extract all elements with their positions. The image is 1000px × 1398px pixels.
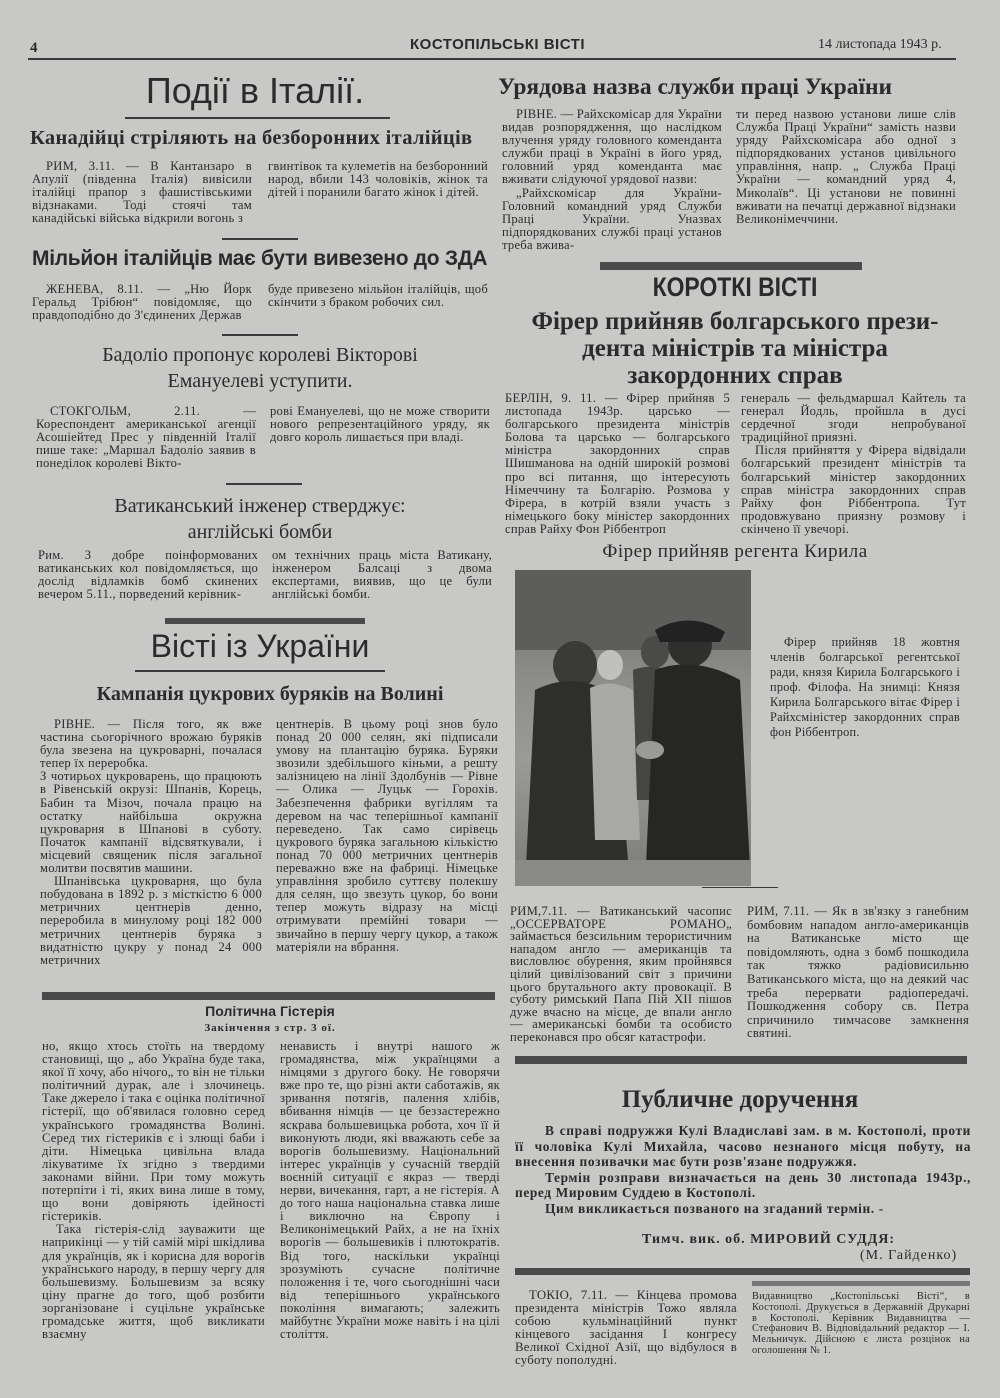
headline-line: закордонних справ — [627, 362, 843, 389]
paragraph: РІВНЕ. — Після того, як вже частина сьогорічного врожаю буряків була звезена на цукроварні, почалася тепер їх переробка. — [40, 717, 262, 771]
divider — [222, 334, 298, 336]
section-title-italy: Події в Італії. — [145, 70, 365, 111]
article-column — [38, 549, 258, 601]
paragraph: гвинтівок та кулеметів на безборонний народ, вбили 143 чоловіків, жінок та дітей і поранили багато жінок і дітей. — [268, 159, 488, 200]
imprint-bar — [752, 1281, 970, 1286]
article-column — [502, 108, 722, 252]
news-photo — [515, 570, 751, 886]
headline-line: Ватиканський інженер стверджує: — [114, 495, 406, 517]
paragraph: ТОКІО, 7.11. — Кінцева промова президента міністрів Тожо являла собою кульмінаційний пункт кінцевого засідання І конгресу Великої Східної Азії, що відбулося в суботу пополудні. — [515, 1288, 737, 1368]
article-column — [515, 1289, 737, 1368]
paragraph: Цим викликається позваного на згаданий термін. - — [545, 1200, 884, 1216]
headline-public-notice: Публичне доручення — [621, 1086, 859, 1113]
article-column — [40, 718, 262, 967]
article-column — [42, 1040, 265, 1341]
article-column — [280, 1040, 500, 1341]
paragraph: буде привезено мільйон італійців, щоб скінчити з браком робочих сил. — [268, 282, 488, 310]
headline-line: Фірер прийняв болгарського прези- — [531, 308, 939, 335]
paragraph: СТОКГОЛЬМ, 2.11. — Кореспондент американської агенції Асошіейтед Прес у південній Італії пише таке: „Маршал Бадоліо заявив в понеділок королеві Вікто- — [36, 404, 256, 471]
headline-bulgarian-visit — [500, 308, 970, 389]
divider — [135, 670, 385, 672]
continued-note: Закінчення з стр. 3 ої. — [204, 1022, 336, 1034]
headline-political-hysteria: Політична Гістерія — [205, 1003, 335, 1019]
article-column — [272, 549, 492, 601]
notice-body — [515, 1123, 971, 1217]
headline-million-italians: Мільйон італійців має бути вивезено до ЗДА — [32, 247, 488, 270]
paragraph: генераль — фельдмаршал Кайтель та генерал Йодль, пройшла в дусі сердечної згоди непробуваної традиційної приязні. — [741, 391, 966, 445]
section-title-short-news: КОРОТКІ ВІСТІ — [652, 272, 818, 302]
paragraph: Видавництво „Костопільські Вісті“, в Костополі. Друкується в Державній Друкарні в Костополі. Керівник Видавництва — Стефанович В. Відповідальний редактор — І. Мельничук. Дійсною є листа розцінок на оголошення № 1. — [752, 1291, 970, 1356]
paragraph: З чотирьох цукроварень, що працюють в Рівенській окрузі: Шпанів, Корець, Бабин та Мізоч, почала працю на остатку найбільша окружна цукроварня в Шпанові в суботу. Початок кампанії відсвяткували, і місцевий священик після загальної молитви посвятив машини. — [40, 769, 262, 876]
paragraph: В справі подружжя Кулі Владиславі зам. в м. Костополі, проти її чоловіка Кулі Михайла, часово незнаного місця побуту, на внесення позивачки має бути розв'язане подружжя. — [515, 1123, 971, 1170]
page-number: 4 — [30, 40, 38, 56]
divider — [702, 887, 778, 888]
paragraph: ти перед назвою установи лише слів Служба Праці України“ замість назви уряду Райхскомісара або одної з підпорядкованих установ цивільного управління, напр. „ Служба Праці України — командний уряд 4, Миколаїв“. Ці установи не повинні вживати на печатці державної відзнаки Великонімеччини. — [736, 107, 956, 226]
headline-line: Бадоліо пропонує королеві Вікторові — [102, 344, 418, 366]
article-column — [747, 905, 969, 1041]
article-column — [32, 283, 252, 322]
publisher-imprint — [752, 1292, 970, 1357]
headline-line: дента міністрів та міністра — [582, 335, 888, 362]
divider — [222, 238, 298, 240]
article-column — [268, 160, 488, 199]
headline-labor-service: Урядова назва служби праці України — [498, 74, 893, 100]
section-bar — [515, 1268, 970, 1275]
paragraph: Після прийняття у Фірера відвідали болгарський президент міністрів та болгарський міністер закордонних справ міністра закордонних справ Райху фон Ріббентропа. Тут продовжувано приязну розмову і скінчено її увечорі. — [741, 443, 966, 536]
paragraph: „Райхскомісар для України-Головний командний уряд Служби Праці України. Унaзвах підпорядкованих службі праці установ треба вжива- — [502, 185, 722, 252]
headline-badoglio — [30, 342, 490, 394]
section-bar — [600, 262, 862, 270]
article-column — [268, 283, 488, 309]
paragraph: БЕРЛІН, 9. 11. — Фірер прийняв 5 листопада 1943р. царсько — болгарського президента міністрів Болова та царсько — болгарського міністра закордонних справ Шишманова на одній широкій розмові про всі питання, що інтересують Німеччину та Болгарію. Розмова у Фірера, в котрій взяли участь з німецького боку міністер закордонних справ Райху Фон Ріббентроп — [505, 391, 730, 536]
article-column — [505, 392, 730, 536]
article-column — [736, 108, 956, 226]
headline-regent-kyril: Фірер прийняв регента Кирила — [602, 541, 868, 562]
paragraph: Фірер прийняв 18 жовтня членів болгарської регентської ради, князя Кирила Болгарського і проф. Філофа. На знимці: Князя Кирила Болгарського вітає Фірер і Райхсміністер закордонних справ фон Ріббентроп. — [770, 635, 960, 739]
paragraph: РИМ, 7.11. — Як в зв'язку з ганебним бомбовим нападом англо-американців на Ватиканське місто ще повідомляють, одна з бомб пошкодила так тяжко радіовисильню Ватиканського міста, що на деякий час треба перервати радіопередачі. Пошкодження собору св. Петра спричинило тимчасове замкнення святині. — [747, 904, 969, 1041]
paragraph: РИМ, 3.11. — В Кантанзаро в Апулії (південна Італія) вивісили італійці прапор з фашистівськими відзнаками. Тоді стоячі там канадійські війська відкрили вогонь з — [32, 159, 252, 226]
paragraph: ЖЕНЕВА, 8.11. — „Ню Йорк Геральд Трібюн“ повідомляє, що правдоподібно до З'єдинених Держав — [32, 282, 252, 323]
photo-figures-illustration — [515, 570, 751, 886]
section-title-ukraine: Вісті із України — [150, 628, 370, 664]
paragraph: Шпанівська цукроварня, що була побудована в 1892 р. з місткістю 6 000 метричних центнерів денно, переробила в минулому році 182 000 метричних центнерів буряка з видатністю цукру у понад 24 000 метричних — [40, 874, 262, 967]
paragraph: центнерів. В цьому році знов було понад 20 000 селян, які підписали умову на плантацію буряка. Буряки звозили здебільшого кіньми, а решту залізницею на лінії Здолбунів — Рівне — Олика — Луцьк — Горохів. Забезпечення фабрики вугіллям та деревом на час теперішньої кампанії переведено. Так само сирівець цукрового буряка загальною кількістю понад 70 000 метричних центнерів переважно вже на фабриці. Німецьке управління зробило суттєву полекшу для селян, що звезуть цукор, бо вони тепер можуть відразу на місці отримувати премійні товари — звичайно в першу чергу цукор, а також матеріяли на вбрання. — [276, 717, 498, 954]
issue-date: 14 листопада 1943 р. — [818, 37, 942, 52]
divider — [125, 117, 390, 119]
divider — [226, 483, 302, 485]
article-column — [276, 718, 498, 954]
article-column — [32, 160, 252, 225]
headline-line: Емануелеві уступити. — [167, 370, 353, 392]
section-bar — [42, 992, 495, 1000]
article-column — [510, 905, 732, 1044]
header-rule — [28, 58, 956, 60]
paragraph: но, якщо хтось стоїть на твердому становищі, що „ або Україна буде така, якої її хочу, або нічого„ то він не тільки політичний дурак, але і злочинець. Таке джерело і така є оцінка політичної гістерії, що об'явилася головно серед українського громадянства Волині. Серед тих гістериків є і злющі баби і діти. Німецька цивільна влада лікуватиме їх згідно з твердими законами війни. При тому можуть потерпіти і ті, яких вина лише в тому, що вони довіряють ідейності гістериків. — [42, 1039, 265, 1224]
article-column — [270, 405, 490, 444]
paragraph: Термін розправи визначається на день 30 листопада 1943р., перед Мировим Суддею в Костополі. — [515, 1169, 971, 1201]
article-column — [36, 405, 256, 470]
headline-canadians: Канадійці стріляють на безборонних італійців — [30, 127, 473, 149]
section-bar — [515, 1056, 967, 1064]
paragraph: РІВНЕ. — Райхскомісар для України видав розпорядження, що наслідком влучення уряду головного коменданта служби праці в Україні в його уряд, головний уряд коменданта має вживати слідуючої урядової назви: — [502, 107, 722, 187]
paragraph: ненависть і внутрі нашого ж громадянства, між українцями а німцями з другого боку. Не говорячи вже про те, що різні акти саботажів, як зривання потягів, палення хлібів, вбивання німців — це беззастережно яскрава большевицька робота, хоч її й виконують люди, які вважають себе за ворогів большевизму. Національний інтерес українців у сучасній твердій воєнній ситуації є якраз — тверді нерви, вичекання, гарт, а не гістерія. А до того наша національна ставка лише і виключно на Європу і Великонімецький Райх, а не на їхніх ворогів — большевиків і плютократів. Від того, наскільки українці зрозуміють сучасне політичне положення і те, чого сьогоднішні часи від теперішнього українського покоління вимагають; залежить майбутнє України може навіть і на цілі століття. — [280, 1039, 500, 1342]
section-bar — [165, 618, 365, 624]
article-column — [741, 392, 966, 536]
notice-signer: (М. Гайденко) — [860, 1248, 958, 1263]
paragraph: Рим. З добре поінформованих ватиканських кол повідомляється, що дослід відламків бомб скинених вечером 5.11., порведений керівник- — [38, 548, 258, 602]
notice-signature: Тимч. вик. об. МИРОВИЙ СУДДЯ: — [642, 1232, 896, 1247]
photo-caption — [770, 635, 960, 740]
paragraph: рові Емануелеві, що не може створити нового репрезентаційного уряду, як довго король лишається при владі. — [270, 404, 490, 445]
paragraph: Така гістерія-слід зауважити ще наприкінці — у тій самій мірі шкідлива для українців, як і корисна для ворогів українського народу, в першу чергу для большевизму. Большевизм за всяку ціну прагне до того, щоб розбити зорганізоване і суцільне українське громадське життя, щоб викликати взаємну — [42, 1222, 265, 1342]
headline-line: англійські бомби — [187, 521, 333, 543]
paragraph: ом технічних праць міста Ватикану, інженером Балсаці з двома експертами, виявив, що це були англійські бомби. — [272, 548, 492, 602]
paragraph: РИМ,7.11. — Ватиканський часопис „ОССЕРВАТОРЕ РОМАНО„ займається безсильним терористичним нападом англо — американців та висловлює обурення, яким пройнявся цілий цивілізований світ з причини цього брутального акту провокації. В суботу римський Папа Пій XII пішов дуже вчасно на місце, де впали англо — американські бомби та особисто переконався про обсяг катастрофи. — [510, 904, 732, 1044]
headline-sugar-beets: Кампанія цукрових буряків на Волині — [96, 683, 444, 705]
masthead: КОСТОПІЛЬСЬКІ ВІСТІ — [410, 36, 586, 53]
headline-vatican-engineer — [30, 493, 490, 545]
